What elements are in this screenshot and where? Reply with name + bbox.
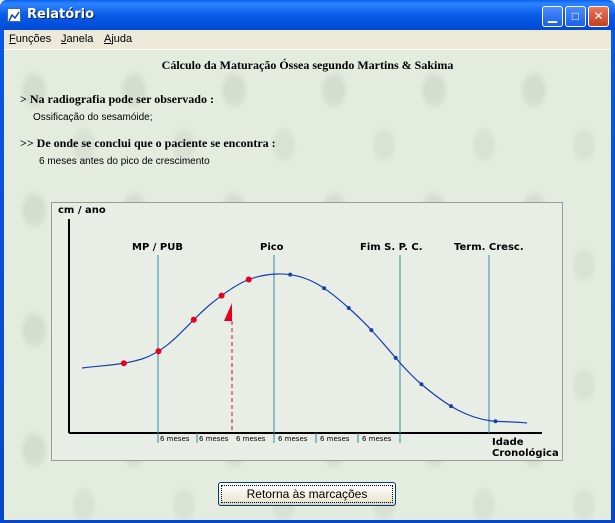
close-button[interactable] (588, 6, 609, 27)
menu-bar (4, 30, 611, 49)
interval-label: 6 meses (160, 435, 190, 443)
interval-label: 6 meses (236, 435, 266, 443)
observed-point (191, 317, 197, 323)
observed-point (219, 293, 225, 299)
report-heading: Cálculo da Maturação Óssea segundo Martins & Sakima (161, 58, 454, 72)
maximize-icon: □ (571, 9, 580, 23)
curve-point (449, 404, 453, 408)
conclusion-title: >> De onde se conclui que o paciente se encontra : (20, 136, 276, 150)
curve-point (322, 286, 326, 290)
interval-label: 6 meses (278, 435, 308, 443)
report-content (4, 49, 611, 520)
interval-label: 6 meses (320, 435, 350, 443)
menu-funcoes[interactable]: Funções (9, 33, 52, 45)
x-axis-label-line2: Cronológica (492, 448, 559, 459)
close-icon: ✕ (593, 9, 604, 23)
x-axis-label-line1: Idade (492, 437, 524, 448)
current-marker-arrow (224, 303, 232, 321)
title-bar[interactable] (0, 0, 615, 30)
interval-label: 6 meses (362, 435, 392, 443)
observation-value: Ossificação do sesamóide; (33, 112, 153, 123)
curve-points (121, 273, 498, 424)
maximize-button[interactable] (565, 6, 586, 27)
observed-point (246, 277, 252, 283)
growth-chart (51, 202, 563, 461)
growth-curve (82, 274, 527, 423)
observed-point (155, 348, 161, 354)
minimize-icon: ▁ (547, 9, 558, 23)
phase-label-mp-pub: MP / PUB (132, 242, 183, 253)
client-area (4, 30, 611, 519)
observation-title: > Na radiografia pode ser observado : (20, 92, 214, 106)
curve-point (419, 382, 423, 386)
phase-label-fim-spc: Fim S. P. C. (360, 242, 423, 253)
curve-point (369, 328, 373, 332)
interval-label: 6 meses (199, 435, 229, 443)
phase-label-pico: Pico (260, 242, 284, 253)
curve-point (493, 419, 497, 423)
menu-janela[interactable]: Janela (61, 33, 94, 45)
y-axis-label: cm / ano (58, 205, 106, 216)
growth-chart-svg (52, 203, 562, 460)
observed-point (121, 360, 127, 366)
app-chart-icon[interactable] (7, 8, 21, 22)
curve-point (394, 356, 398, 360)
window-title: Relatório (27, 7, 94, 22)
back-to-markings-label: Retorna às marcações (246, 487, 368, 501)
back-to-markings-button[interactable] (218, 482, 396, 506)
phase-label-term-cresc: Term. Cresc. (454, 242, 524, 253)
minimize-button[interactable] (542, 6, 563, 27)
menu-ajuda[interactable]: Ajuda (104, 33, 133, 45)
button-focus-ring (221, 485, 393, 503)
curve-point (288, 273, 292, 277)
curve-point (347, 306, 351, 310)
conclusion-value: 6 meses antes do pico de crescimento (39, 156, 210, 167)
